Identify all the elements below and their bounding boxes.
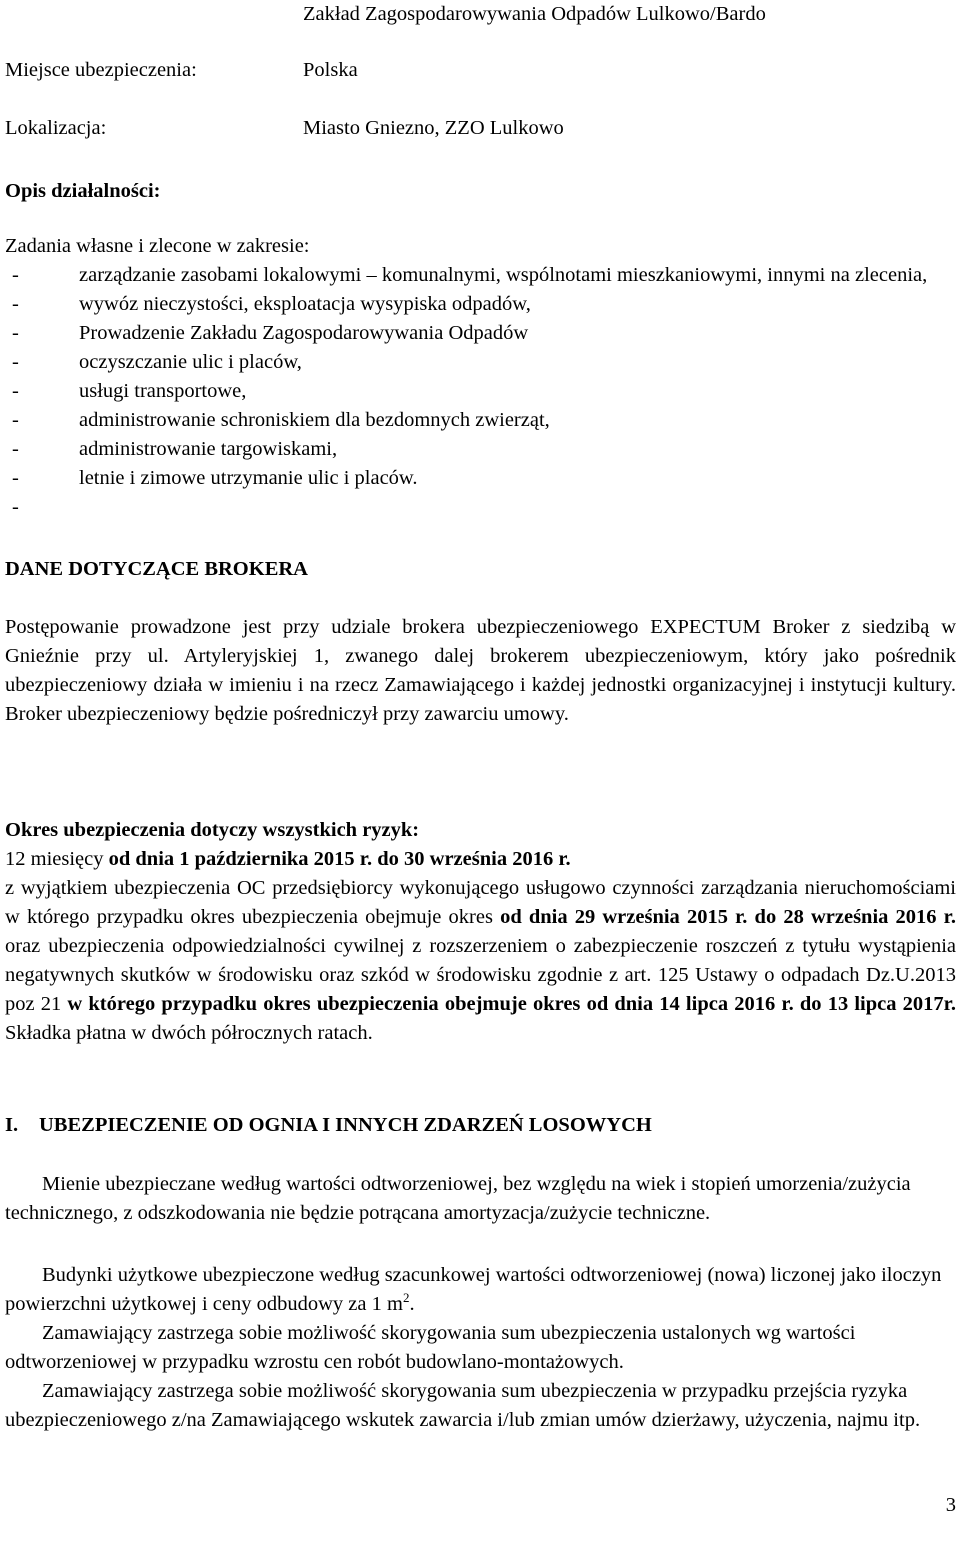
activity-intro: Zadania własne i zlecone w zakresie: (5, 235, 310, 257)
section-paragraph: Budynki użytkowe ubezpieczone według szacunkowej wartości odtworzeniowej (nowa) liczonej jako iloczyn powierzchni użytkowej i ceny odbudowy za 1 $m^2$. (5, 1264, 942, 1315)
dash: - (12, 322, 19, 344)
list-item: - letnie i zimowe utrzymanie ulic i placów. (5, 464, 955, 493)
localization-label: Lokalizacja: (5, 117, 107, 139)
period-heading: Okres ubezpieczenia dotyczy wszystkich ryzyk: (5, 819, 420, 841)
list-item: - administrowanie targowiskami, (5, 435, 955, 464)
section-title: UBEZPIECZENIE OD OGNIA I INNYCH ZDARZEŃ LOSOWYCH (39, 1114, 652, 1136)
dash: - (12, 438, 19, 460)
dash: - (12, 409, 19, 431)
location-label: Miejsce ubezpieczenia: (5, 59, 197, 81)
localization-value: Miasto Gniezno, ZZO Lulkowo (303, 117, 564, 139)
list-item: - administrowanie schroniskiem dla bezdomnych zwierząt, (5, 406, 955, 435)
broker-text: Postępowanie prowadzone jest przy udziale brokera ubezpieczeniowego EXPECTUM Broker z siedzibą w Gnieźnie przy ul. Artyleryjskiej 1, zwanego dalej brokerem ubezpieczeniowym, który jako pośrednik ubezpieczeniowy działa w imieniu i na rzecz Zamawiającego i każdej jednostki organizacyjnej i instytucji kultury. Broker ubezpieczeniowy będzie pośredniczył przy zawarciu umowy. (5, 616, 956, 725)
activity-list (5, 232, 955, 522)
institution-name: Zakład Zagospodarowywania Odpadów Lulkowo/Bardo (303, 3, 766, 25)
list-item: - oczyszczanie ulic i placów, (5, 348, 955, 377)
section-number: I. (5, 1114, 19, 1136)
section-heading (5, 1111, 652, 1140)
dash: - (12, 351, 19, 373)
dash: - (12, 467, 19, 489)
period-line: 12 miesięcy od dnia 1 października 2015 r. do 30 września 2016 r. (5, 848, 571, 870)
list-item: - Prowadzenie Zakładu Zagospodarowywania Odpadów (5, 319, 955, 348)
broker-heading: DANE DOTYCZĄCE BROKERA (5, 558, 308, 580)
dash: - (12, 496, 19, 518)
list-item: - wywóz nieczystości, eksploatacja wysypiska odpadów, (5, 290, 955, 319)
page-number: 3 (945, 1494, 956, 1516)
period-details: z wyjątkiem ubezpieczenia OC przedsiębiorcy wykonującego usługowo czynności zarządzania nieruchomościami w którego przypadku okres ubezpieczenia obejmuje okres od dnia 29 września 2015 r. do 28 września 2016 r. oraz ubezpieczenia odpowiedzialności cywilnej z rozszerzeniem o zabezpieczenie roszczeń z tytułu wystąpienia negatywnych skutków w środowisku oraz szkód w środowisku zgodnie z art. 125 Ustawy o odpadach Dz.U.2013 poz 21 w którego przypadku okres ubezpieczenia obejmuje okres od dnia 14 lipca 2016 r. do 13 lipca 2017r. Składka płatna w dwóch półrocznych ratach. (5, 877, 957, 1044)
list-item: - zarządzanie zasobami lokalowymi – komunalnymi, wspólnotami mieszkaniowymi, innymi na zlecenia, (5, 261, 955, 290)
location-value: Polska (303, 59, 358, 81)
section-paragraph: Zamawiający zastrzega sobie możliwość skorygowania sum ubezpieczenia w przypadku przejścia ryzyka ubezpieczeniowego z/na Zamawiającego wskutek zawarcia i/lub zmian umów dzierżawy, użyczenia, najmu itp. (5, 1380, 921, 1431)
activity-heading: Opis działalności: (5, 180, 161, 202)
dash: - (12, 380, 19, 402)
list-item: - usługi transportowe, (5, 377, 955, 406)
section-paragraph: Mienie ubezpieczane według wartości odtworzeniowej, bez względu na wiek i stopień umorzenia/zużycia technicznego, z odszkodowania nie będzie potrącana amortyzacja/zużycie techniczne. (5, 1173, 911, 1224)
dash: - (12, 264, 19, 286)
section-paragraph: Zamawiający zastrzega sobie możliwość skorygowania sum ubezpieczenia ustalonych wg wartości odtworzeniowej w przypadku wzrostu cen robót budowlano-montażowych. (5, 1322, 856, 1373)
dash: - (12, 293, 19, 315)
list-item (5, 493, 955, 522)
